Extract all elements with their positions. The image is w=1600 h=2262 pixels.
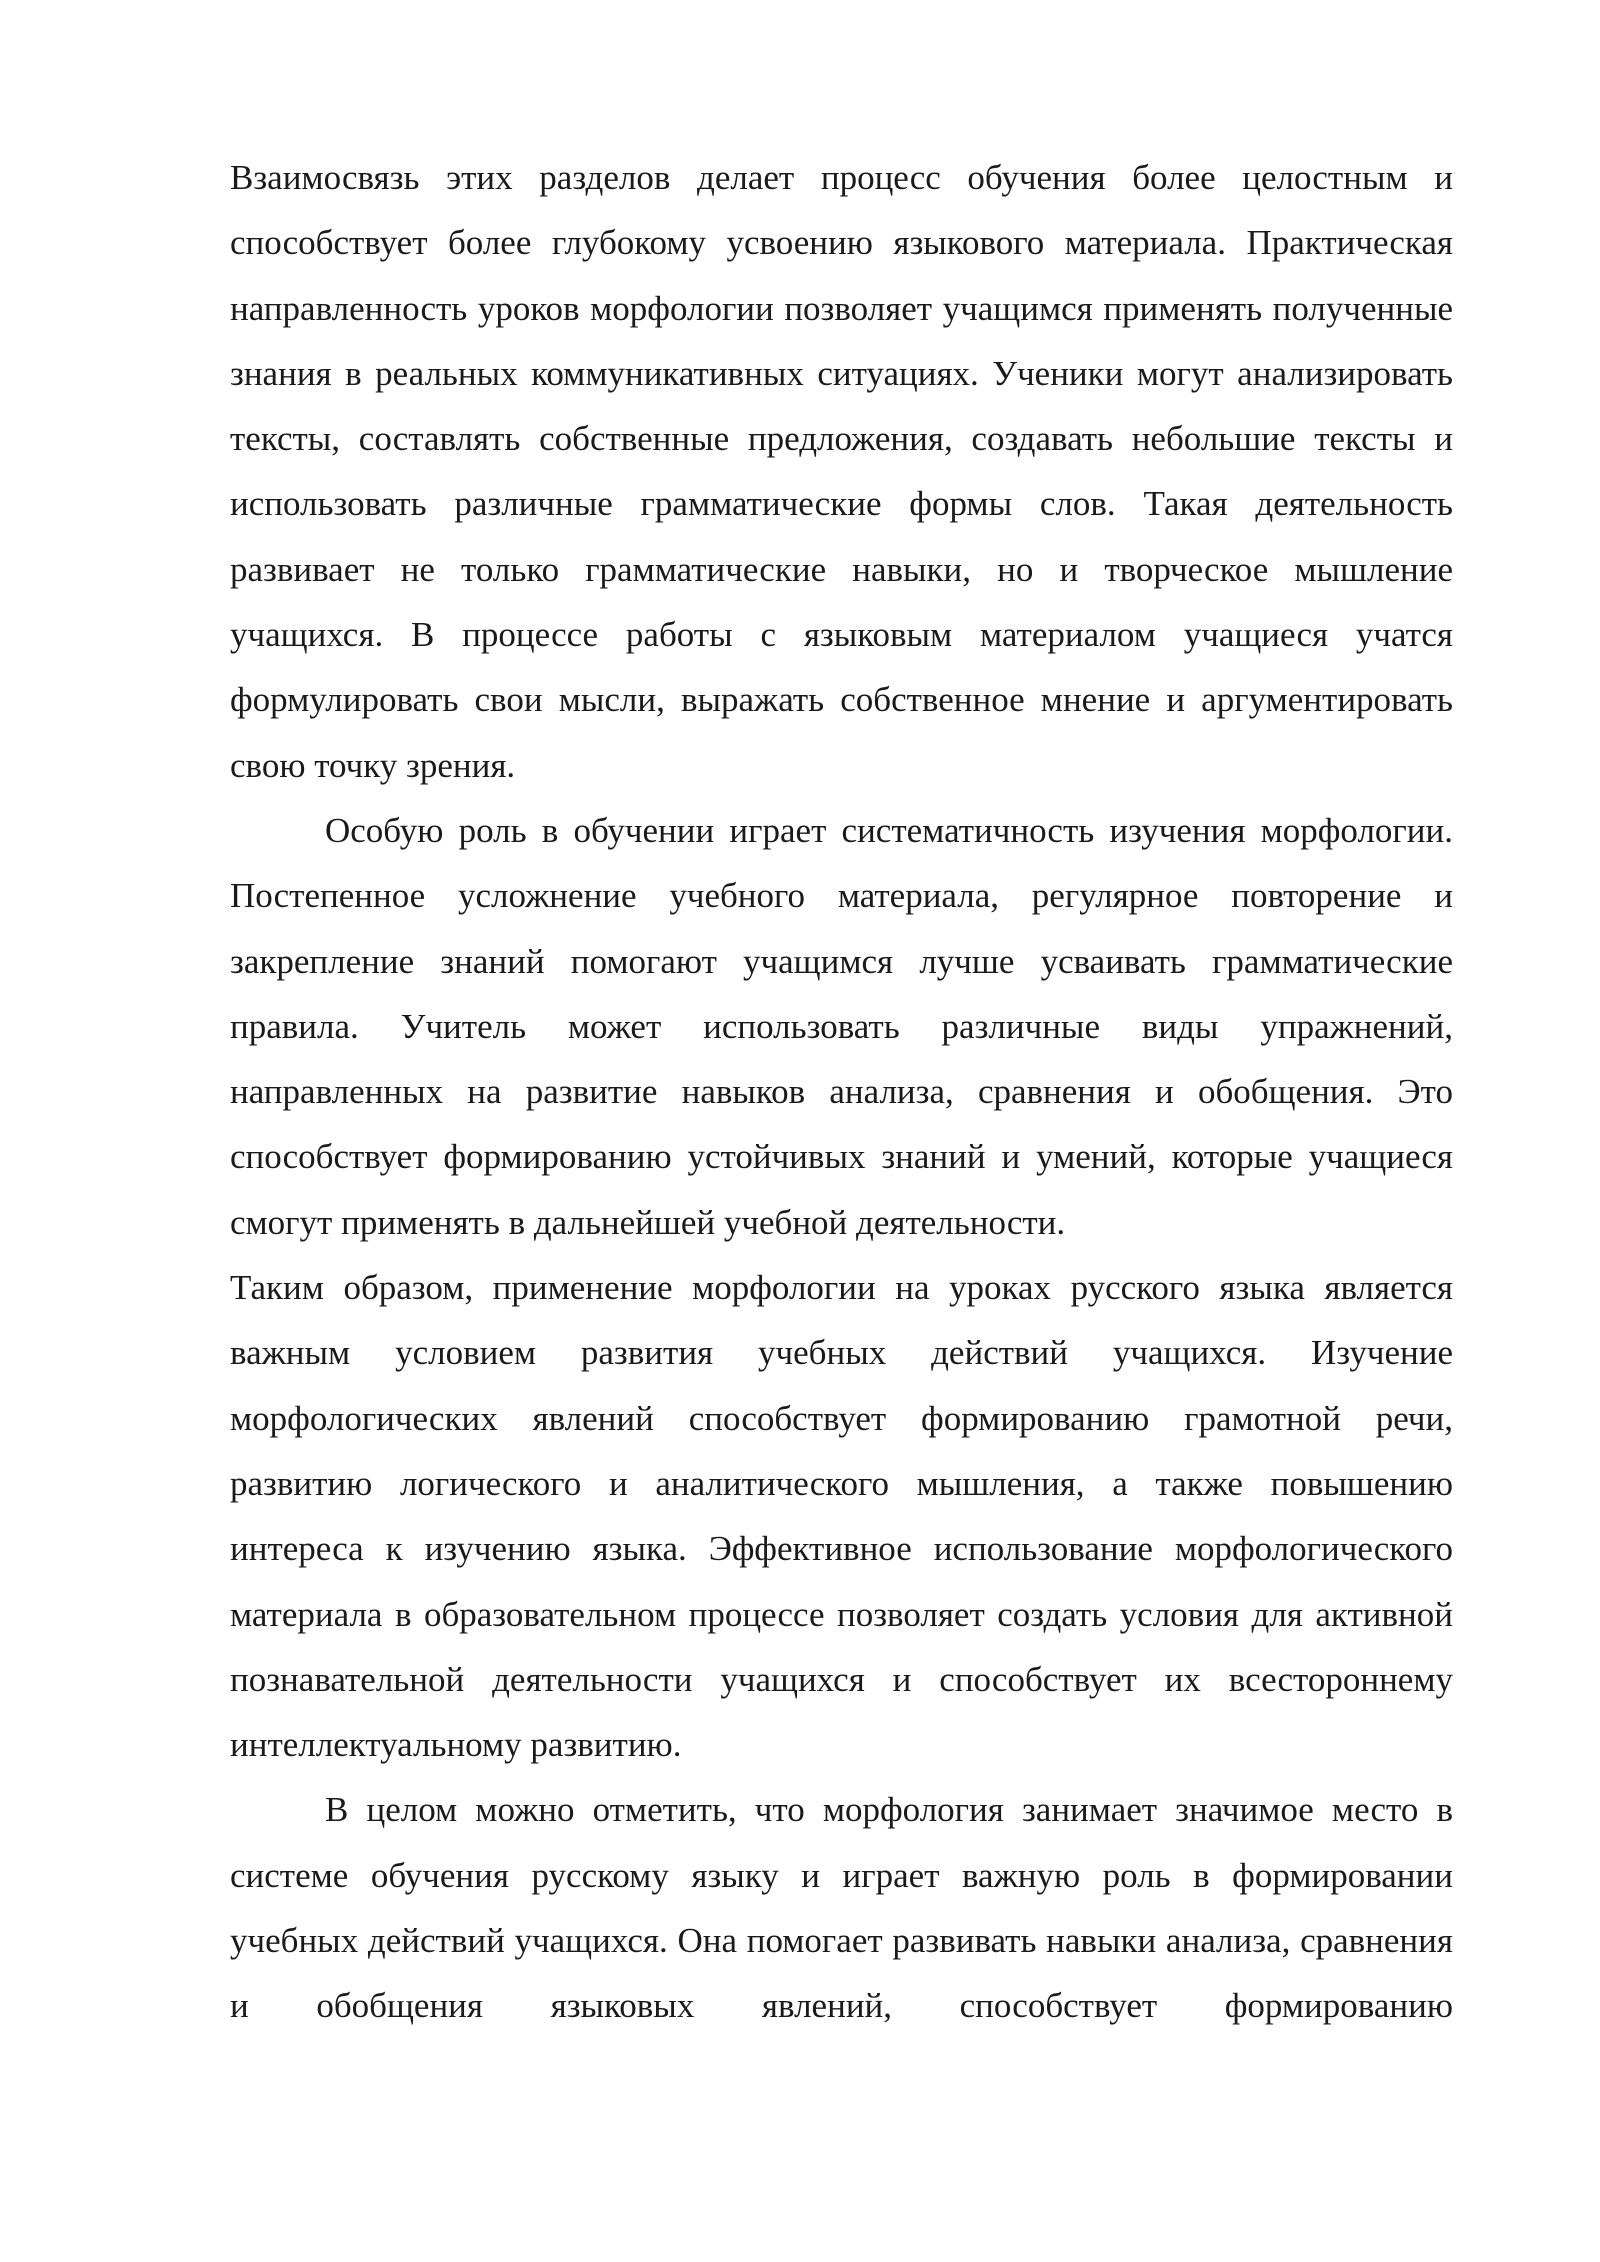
body-text bbox=[230, 145, 1453, 2039]
paragraph: Таким образом, применение морфологии на уроках русского языка является важным условием развития учебных действий учащихся. Изучение морфологических явлений способствует формированию грамотной речи, развитию логического и аналитического мышления, а также повышению интереса к изучению языка. Эффективное использование морфологического материала в образовательном процессе позволяет создать условия для активной познавательной деятельности учащихся и способствует их всестороннему интеллектуальному развитию. bbox=[230, 1268, 1453, 1765]
paragraph: Взаимосвязь этих разделов делает процесс обучения более целостным и способствует более глубокому усвоению языкового материала. Практическая направленность уроков морфологии позволяет учащимся применять полученные знания в реальных коммуникативных ситуациях. Ученики могут анализировать тексты, составлять собственные предложения, создавать небольшие тексты и использовать различные грамматические формы слов. Такая деятельность развивает не только грамматические навыки, но и творческое мышление учащихся. В процессе работы с языковым материалом учащиеся учатся формулировать свои мысли, выражать собственное мнение и аргументировать свою точку зрения. bbox=[230, 158, 1453, 785]
paragraph: В целом можно отметить, что морфология занимает значимое место в системе обучения русскому языку и играет важную роль в формировании учебных действий учащихся. Она помогает развивать навыки анализа, сравнения и обобщения языковых явлений, способствует формированию bbox=[230, 1790, 1453, 2026]
paragraph: Особую роль в обучении играет систематичность изучения морфологии. Постепенное усложнение учебного материала, регулярное повторение и закрепление знаний помогают учащимся лучше усваивать грамматические правила. Учитель может использовать различные виды упражнений, направленных на развитие навыков анализа, сравнения и обобщения. Это способствует формированию устойчивых знаний и умений, которые учащиеся смогут применять в дальнейшей учебной деятельности. bbox=[230, 810, 1453, 1242]
